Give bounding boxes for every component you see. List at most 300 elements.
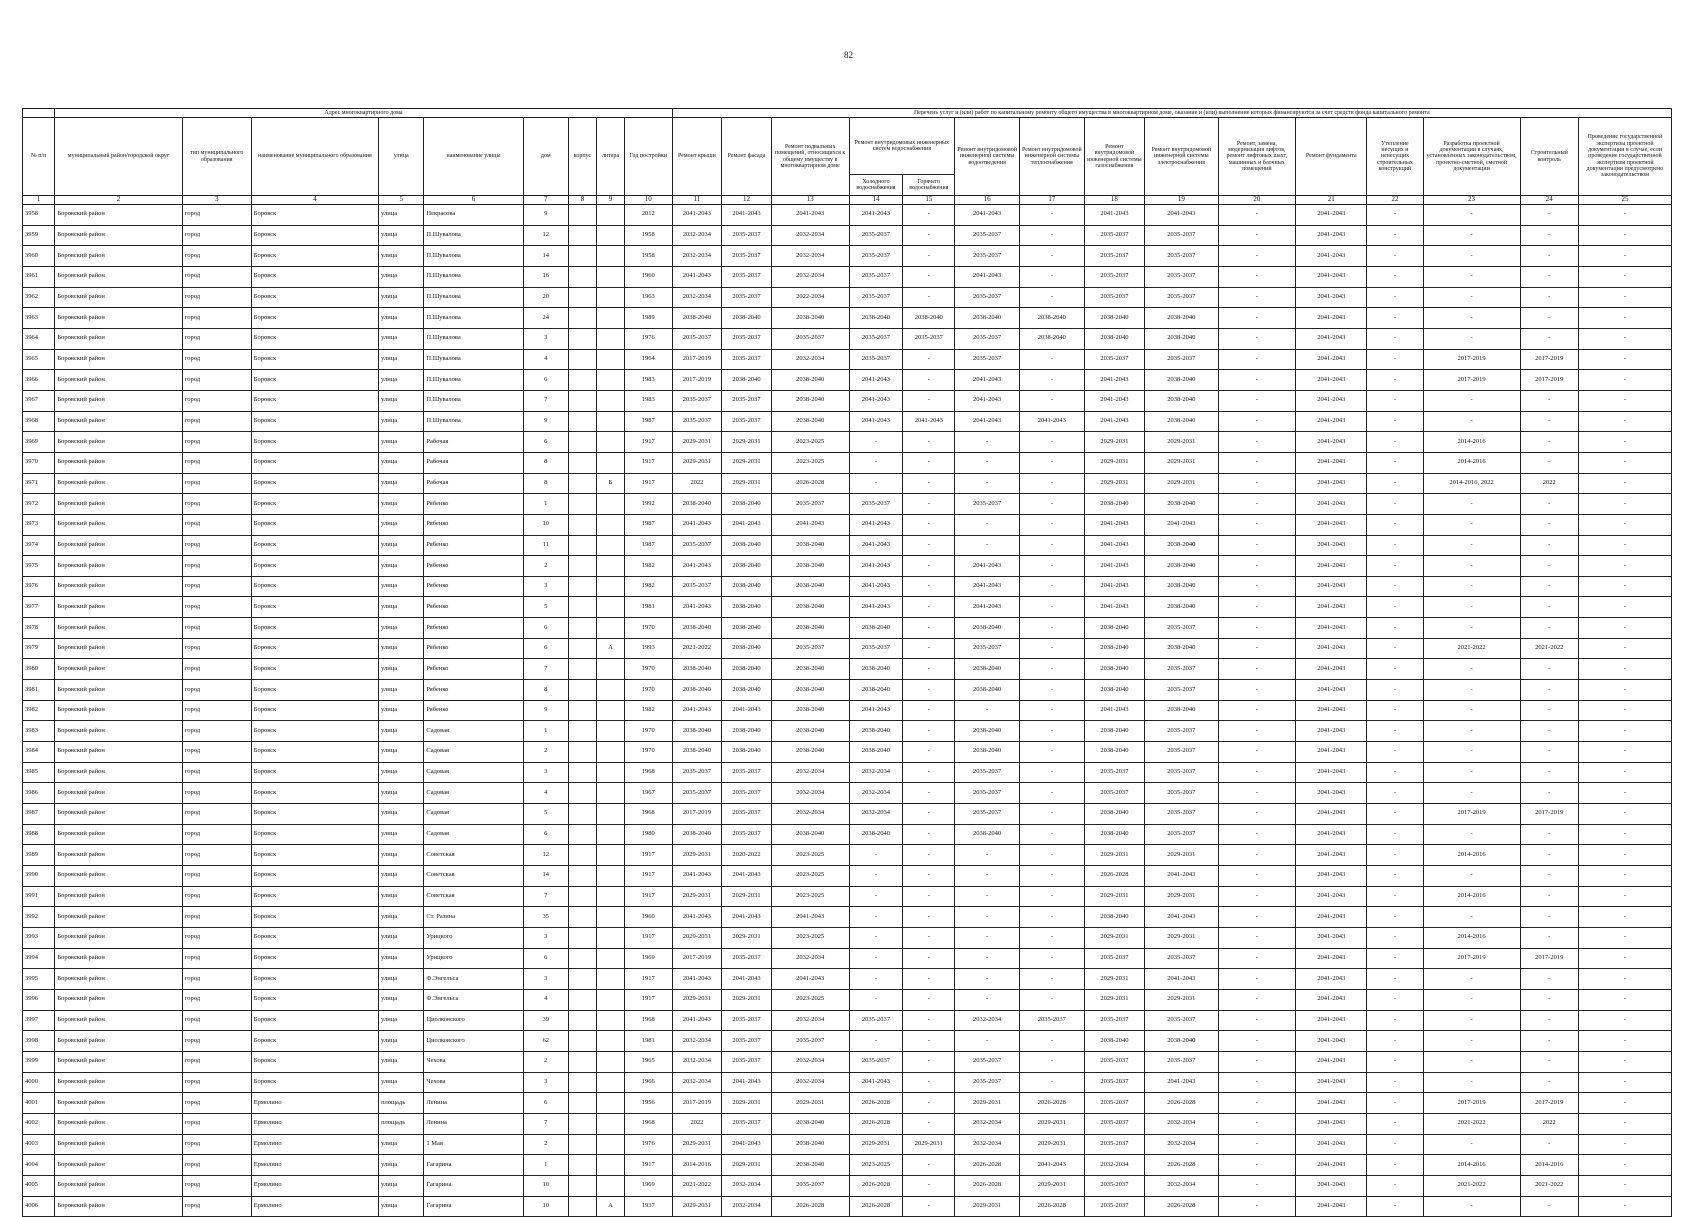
table-cell: - <box>1218 659 1296 680</box>
table-cell: 2041-2043 <box>1084 535 1144 556</box>
table-cell: - <box>1367 680 1423 701</box>
table-cell: 2038-2040 <box>722 370 772 391</box>
table-cell: город <box>182 1196 251 1217</box>
table-cell: - <box>1520 886 1578 907</box>
table-cell: город <box>182 1093 251 1114</box>
table-cell: 2 <box>523 1051 568 1072</box>
table-cell: - <box>1019 989 1084 1010</box>
table-cell: 2038-2040 <box>1145 700 1218 721</box>
table-cell: 2041-2043 <box>1084 556 1144 577</box>
table-cell: - <box>1218 1010 1296 1031</box>
table-cell: 2038-2040 <box>1145 1031 1218 1052</box>
header-col-water-group: Ремонт внутридомовых инженерных систем водоснабжения <box>849 118 955 175</box>
table-cell: - <box>1578 205 1671 226</box>
table-cell: Боровск <box>251 370 378 391</box>
table-cell: - <box>1218 1093 1296 1114</box>
table-cell: Боровск <box>251 659 378 680</box>
table-row <box>23 494 1672 515</box>
table-cell: Садовая <box>424 762 523 783</box>
header-col-design: Разработка проектной документации в случаях, установленных законодательством, проектно-сметной, сметной документации <box>1423 118 1520 196</box>
table-cell: 24 <box>523 308 568 329</box>
table-cell <box>568 328 596 349</box>
table-row <box>23 1031 1672 1052</box>
table-cell: 2038-2040 <box>955 618 1020 639</box>
table-cell: Рябенко <box>424 618 523 639</box>
table-cell: Боровск <box>251 680 378 701</box>
table-cell: 3 <box>523 328 568 349</box>
table-cell: Чехова <box>424 1051 523 1072</box>
table-cell: Боровский район <box>55 762 182 783</box>
table-cell: - <box>1423 700 1520 721</box>
table-cell: - <box>1423 287 1520 308</box>
table-cell: 2038-2040 <box>771 390 849 411</box>
table-cell: - <box>903 989 955 1010</box>
table-cell: - <box>1019 266 1084 287</box>
table-cell <box>597 742 625 763</box>
table-cell <box>568 907 596 928</box>
table-cell: Советская <box>424 866 523 887</box>
table-cell: Боровский район <box>55 618 182 639</box>
table-cell: 2026-2028 <box>1145 1093 1218 1114</box>
table-cell: Садовая <box>424 742 523 763</box>
table-cell: Боровск <box>251 886 378 907</box>
table-cell: - <box>1520 576 1578 597</box>
column-number: 6 <box>424 196 523 205</box>
table-cell <box>597 948 625 969</box>
table-cell: 2041-2043 <box>1296 349 1367 370</box>
table-cell: 2035-2037 <box>722 1051 772 1072</box>
table-cell: город <box>182 349 251 370</box>
table-cell: Урицкого <box>424 927 523 948</box>
table-cell: 2038-2040 <box>955 721 1020 742</box>
header-col-heat: Ремонт внутридомовой инженерной системы теплоснабжения <box>1019 118 1084 196</box>
table-cell: 2041-2043 <box>672 556 722 577</box>
table-cell: - <box>903 948 955 969</box>
table-cell: 3987 <box>23 804 55 825</box>
table-cell: 1963 <box>625 287 673 308</box>
table-cell: Некрасова <box>424 205 523 226</box>
table-cell: 2035-2037 <box>1084 349 1144 370</box>
table-cell: - <box>1578 576 1671 597</box>
table-cell: 2029-2031 <box>722 886 772 907</box>
table-cell: 2038-2040 <box>771 556 849 577</box>
table-cell: Боровский район <box>55 390 182 411</box>
table-cell: - <box>849 473 903 494</box>
table-cell: 1 <box>523 1155 568 1176</box>
table-cell: 2029-2031 <box>722 1093 772 1114</box>
table-cell: - <box>903 700 955 721</box>
table-cell: 2041-2043 <box>1145 1072 1218 1093</box>
table-cell: - <box>903 1196 955 1217</box>
header-col-litera: литера <box>597 118 625 196</box>
table-cell: 1976 <box>625 1134 673 1155</box>
table-cell: 2038-2040 <box>672 680 722 701</box>
table-cell: - <box>1367 638 1423 659</box>
table-cell: - <box>1578 969 1671 990</box>
table-cell: Боровск <box>251 845 378 866</box>
table-cell: улица <box>379 618 424 639</box>
table-cell: - <box>1578 1093 1671 1114</box>
table-cell: Ермолино <box>251 1113 378 1134</box>
table-cell: 4003 <box>23 1134 55 1155</box>
table-cell: 2035-2037 <box>955 804 1020 825</box>
table-cell: 7 <box>523 390 568 411</box>
table-cell: Ермолино <box>251 1175 378 1196</box>
table-cell: - <box>955 452 1020 473</box>
table-cell: 2023-2025 <box>771 866 849 887</box>
table-cell: - <box>1019 721 1084 742</box>
table-cell <box>597 308 625 329</box>
table-cell: 2038-2040 <box>1145 638 1218 659</box>
table-cell: 2041-2043 <box>1296 556 1367 577</box>
table-cell: 2035-2037 <box>1084 225 1144 246</box>
table-cell: Рябенко <box>424 514 523 535</box>
table-cell: - <box>1578 742 1671 763</box>
table-cell: 2041-2043 <box>849 556 903 577</box>
table-cell: Боровск <box>251 618 378 639</box>
table-row <box>23 680 1672 701</box>
table-cell: - <box>1367 948 1423 969</box>
table-cell: - <box>1423 618 1520 639</box>
column-number: 19 <box>1145 196 1218 205</box>
table-cell: 2041-2043 <box>955 390 1020 411</box>
table-cell: 2041-2043 <box>849 514 903 535</box>
table-cell: А <box>597 1196 625 1217</box>
table-cell: - <box>1520 700 1578 721</box>
table-cell: 2035-2037 <box>771 638 849 659</box>
table-cell: 2038-2040 <box>1084 328 1144 349</box>
table-cell: П.Шувалова <box>424 266 523 287</box>
table-cell: 1982 <box>625 576 673 597</box>
table-row <box>23 308 1672 329</box>
table-cell: - <box>1578 246 1671 267</box>
table-cell: - <box>849 1031 903 1052</box>
table-cell: 2035-2037 <box>1084 1072 1144 1093</box>
table-cell: 2021-2022 <box>672 638 722 659</box>
table-cell: город <box>182 1134 251 1155</box>
table-cell: - <box>1578 659 1671 680</box>
table-cell: - <box>1520 1196 1578 1217</box>
table-cell: - <box>1578 721 1671 742</box>
table-cell: 2022 <box>672 473 722 494</box>
table-cell: - <box>1218 287 1296 308</box>
table-cell: 2041-2043 <box>672 266 722 287</box>
table-cell: 2029-2031 <box>1145 845 1218 866</box>
table-cell <box>568 824 596 845</box>
table-cell: 3 <box>523 969 568 990</box>
table-row <box>23 989 1672 1010</box>
table-cell: 2032-2034 <box>672 1031 722 1052</box>
table-cell: улица <box>379 1175 424 1196</box>
table-cell: 2029-2031 <box>1145 989 1218 1010</box>
table-cell <box>568 700 596 721</box>
table-cell: 3976 <box>23 576 55 597</box>
table-cell: - <box>955 700 1020 721</box>
table-cell: 2029-2031 <box>1145 452 1218 473</box>
table-cell: 2038-2040 <box>771 308 849 329</box>
table-cell: 2041-2043 <box>1296 370 1367 391</box>
table-cell: Боровский район <box>55 969 182 990</box>
table-cell: Советская <box>424 886 523 907</box>
table-cell: город <box>182 1031 251 1052</box>
table-cell: 2038-2040 <box>1084 494 1144 515</box>
table-cell: Боровский район <box>55 328 182 349</box>
table-cell: Ермолино <box>251 1134 378 1155</box>
table-cell: 2026-2028 <box>771 473 849 494</box>
table-cell: - <box>903 638 955 659</box>
table-cell: 2026-2028 <box>1145 1155 1218 1176</box>
table-cell: 2022 <box>672 1113 722 1134</box>
header-col-basement: Ремонт подвальных помещений, относящихся к общему имуществу в многоквартирном доме <box>771 118 849 196</box>
table-cell <box>568 1196 596 1217</box>
table-cell: 3970 <box>23 452 55 473</box>
table-cell: П.Шувалова <box>424 390 523 411</box>
table-cell: улица <box>379 1031 424 1052</box>
table-cell: 2041-2043 <box>1296 514 1367 535</box>
table-cell: 2032-2034 <box>955 1134 1020 1155</box>
table-cell: - <box>1218 1051 1296 1072</box>
table-cell: 2038-2040 <box>849 680 903 701</box>
table-cell: улица <box>379 1134 424 1155</box>
table-cell: 2035-2037 <box>1084 1113 1144 1134</box>
table-cell: 2 <box>523 556 568 577</box>
table-cell: - <box>903 576 955 597</box>
table-cell: 2035-2037 <box>1084 783 1144 804</box>
table-cell: - <box>1218 514 1296 535</box>
table-cell <box>597 824 625 845</box>
table-cell <box>568 1175 596 1196</box>
table-cell: - <box>903 804 955 825</box>
table-cell: - <box>1019 1031 1084 1052</box>
table-cell: Боровский район <box>55 452 182 473</box>
table-cell: Боровский район <box>55 638 182 659</box>
column-number: 21 <box>1296 196 1367 205</box>
table-cell: - <box>1520 969 1578 990</box>
table-cell: 2032-2034 <box>722 1175 772 1196</box>
table-cell: 2041-2043 <box>1296 266 1367 287</box>
table-cell: 2032-2034 <box>1084 1155 1144 1176</box>
table-cell <box>597 927 625 948</box>
table-cell: Циолковского <box>424 1010 523 1031</box>
table-cell: площадь <box>379 1093 424 1114</box>
table-cell: 2029-2031 <box>722 989 772 1010</box>
header-col-district: муниципальный район/городской округ <box>55 118 182 196</box>
table-cell: Боровский район <box>55 824 182 845</box>
table-cell: 2038-2040 <box>955 680 1020 701</box>
table-cell: - <box>1520 266 1578 287</box>
table-cell: 2032-2034 <box>1145 1134 1218 1155</box>
table-cell: 2032-2034 <box>771 783 849 804</box>
table-cell: 2038-2040 <box>771 597 849 618</box>
table-cell: 10 <box>523 1196 568 1217</box>
table-cell <box>568 638 596 659</box>
table-cell <box>597 225 625 246</box>
table-cell: 2041-2043 <box>955 205 1020 226</box>
table-cell: - <box>1423 824 1520 845</box>
table-cell: 2029-2031 <box>955 1093 1020 1114</box>
table-cell <box>568 783 596 804</box>
table-cell: 2017-2019 <box>1423 804 1520 825</box>
table-row <box>23 514 1672 535</box>
table-cell: 2021-2022 <box>1423 638 1520 659</box>
table-cell: 3959 <box>23 225 55 246</box>
table-row <box>23 452 1672 473</box>
table-cell: Боровский район <box>55 783 182 804</box>
table-cell: 2038-2040 <box>1084 824 1144 845</box>
table-cell: 2038-2040 <box>722 680 772 701</box>
table-cell: 2041-2043 <box>1296 1155 1367 1176</box>
table-cell: улица <box>379 721 424 742</box>
table-cell: 2041-2043 <box>955 266 1020 287</box>
table-cell: улица <box>379 576 424 597</box>
table-cell: 1982 <box>625 700 673 721</box>
table-cell: 1969 <box>625 948 673 969</box>
column-number: 25 <box>1578 196 1671 205</box>
table-cell: 2038-2040 <box>849 721 903 742</box>
table-cell: Садовая <box>424 721 523 742</box>
table-cell: 1917 <box>625 452 673 473</box>
table-cell: - <box>1218 205 1296 226</box>
table-cell: - <box>903 597 955 618</box>
table-cell: - <box>1218 432 1296 453</box>
table-row <box>23 328 1672 349</box>
table-cell: - <box>1019 804 1084 825</box>
table-cell: 2035-2037 <box>1084 1093 1144 1114</box>
table-row <box>23 1010 1672 1031</box>
table-cell: 2032-2034 <box>849 783 903 804</box>
table-cell: - <box>1423 390 1520 411</box>
table-cell <box>568 659 596 680</box>
column-number: 23 <box>1423 196 1520 205</box>
table-cell: 2035-2037 <box>1084 266 1144 287</box>
header-number-row <box>23 196 1672 205</box>
table-cell: 1917 <box>625 845 673 866</box>
table-cell: 2029-2031 <box>722 452 772 473</box>
table-cell: город <box>182 452 251 473</box>
table-cell: город <box>182 494 251 515</box>
table-cell <box>568 390 596 411</box>
table-cell: Боровск <box>251 824 378 845</box>
table-cell: Боровск <box>251 390 378 411</box>
table-cell: 2041-2043 <box>1296 452 1367 473</box>
table-cell <box>568 308 596 329</box>
table-cell: - <box>1520 762 1578 783</box>
table-row <box>23 597 1672 618</box>
table-cell: 2035-2037 <box>1145 225 1218 246</box>
table-cell: - <box>849 452 903 473</box>
table-cell: - <box>1367 370 1423 391</box>
table-cell: - <box>1423 556 1520 577</box>
table-cell: 1967 <box>625 783 673 804</box>
table-cell: Боровский район <box>55 804 182 825</box>
table-cell: 2038-2040 <box>771 721 849 742</box>
table-cell: город <box>182 225 251 246</box>
table-cell: 2035-2037 <box>672 783 722 804</box>
table-cell: 2041-2043 <box>722 514 772 535</box>
table-cell: Боровск <box>251 266 378 287</box>
table-cell: 1981 <box>625 597 673 618</box>
table-cell: Боровский район <box>55 948 182 969</box>
table-cell: 3961 <box>23 266 55 287</box>
table-cell: 2041-2043 <box>722 907 772 928</box>
table-cell: - <box>1520 432 1578 453</box>
table-cell: 2035-2037 <box>849 1051 903 1072</box>
table-cell: - <box>903 556 955 577</box>
table-cell: 2035-2037 <box>722 783 772 804</box>
table-row <box>23 287 1672 308</box>
table-cell: - <box>849 948 903 969</box>
table-cell: 2029-2031 <box>672 886 722 907</box>
table-cell: - <box>1218 989 1296 1010</box>
table-cell: улица <box>379 328 424 349</box>
table-cell: - <box>1218 1072 1296 1093</box>
header-col-lift: Ремонт, замена, модернизация лифтов, ремонт лифтовых шахт, машинных и блочных помещений <box>1218 118 1296 196</box>
table-cell <box>597 721 625 742</box>
table-cell: 8 <box>523 452 568 473</box>
table-cell: Боровск <box>251 205 378 226</box>
table-cell: Рябенко <box>424 659 523 680</box>
table-cell: 6 <box>523 370 568 391</box>
table-cell: - <box>1367 1134 1423 1155</box>
table-cell: 2026-2028 <box>1019 1196 1084 1217</box>
table-row <box>23 824 1672 845</box>
table-cell: 2035-2037 <box>955 246 1020 267</box>
table-cell: 2029-2031 <box>672 452 722 473</box>
table-cell: 3986 <box>23 783 55 804</box>
table-cell: - <box>1578 556 1671 577</box>
table-cell: улица <box>379 824 424 845</box>
table-cell <box>597 886 625 907</box>
table-cell: 1981 <box>625 1031 673 1052</box>
table-cell: 10 <box>523 1175 568 1196</box>
table-cell: 2035-2037 <box>849 349 903 370</box>
table-cell: 2038-2040 <box>1084 618 1144 639</box>
table-cell: 1982 <box>625 556 673 577</box>
table-cell: - <box>1019 432 1084 453</box>
table-cell: - <box>1367 287 1423 308</box>
table-cell: - <box>1520 927 1578 948</box>
table-cell: 2023-2025 <box>771 989 849 1010</box>
table-cell <box>568 1113 596 1134</box>
table-cell: 2041-2043 <box>1296 1113 1367 1134</box>
table-cell: - <box>1367 927 1423 948</box>
table-cell <box>568 225 596 246</box>
table-cell: 3993 <box>23 927 55 948</box>
table-cell: Чехова <box>424 1072 523 1093</box>
header-num-blank <box>23 109 55 118</box>
table-cell: - <box>1520 680 1578 701</box>
table-cell: 2041-2043 <box>1296 700 1367 721</box>
table-cell: 2032-2034 <box>1145 1113 1218 1134</box>
table-cell: 2041-2043 <box>672 597 722 618</box>
table-cell: 2017-2019 <box>1423 349 1520 370</box>
table-cell: - <box>903 927 955 948</box>
table-cell: 3992 <box>23 907 55 928</box>
table-cell: 3960 <box>23 246 55 267</box>
table-cell: 1970 <box>625 618 673 639</box>
table-cell: 2041-2043 <box>1296 989 1367 1010</box>
table-cell: - <box>1367 1072 1423 1093</box>
table-cell: 2038-2040 <box>1084 308 1144 329</box>
table-cell <box>568 452 596 473</box>
table-cell <box>597 246 625 267</box>
table-cell: 2041-2043 <box>1296 618 1367 639</box>
table-cell: 2038-2040 <box>722 597 772 618</box>
table-cell: 2035-2037 <box>955 638 1020 659</box>
table-cell: - <box>1019 762 1084 783</box>
table-cell: 3990 <box>23 866 55 887</box>
table-cell: 2035-2037 <box>722 1031 772 1052</box>
